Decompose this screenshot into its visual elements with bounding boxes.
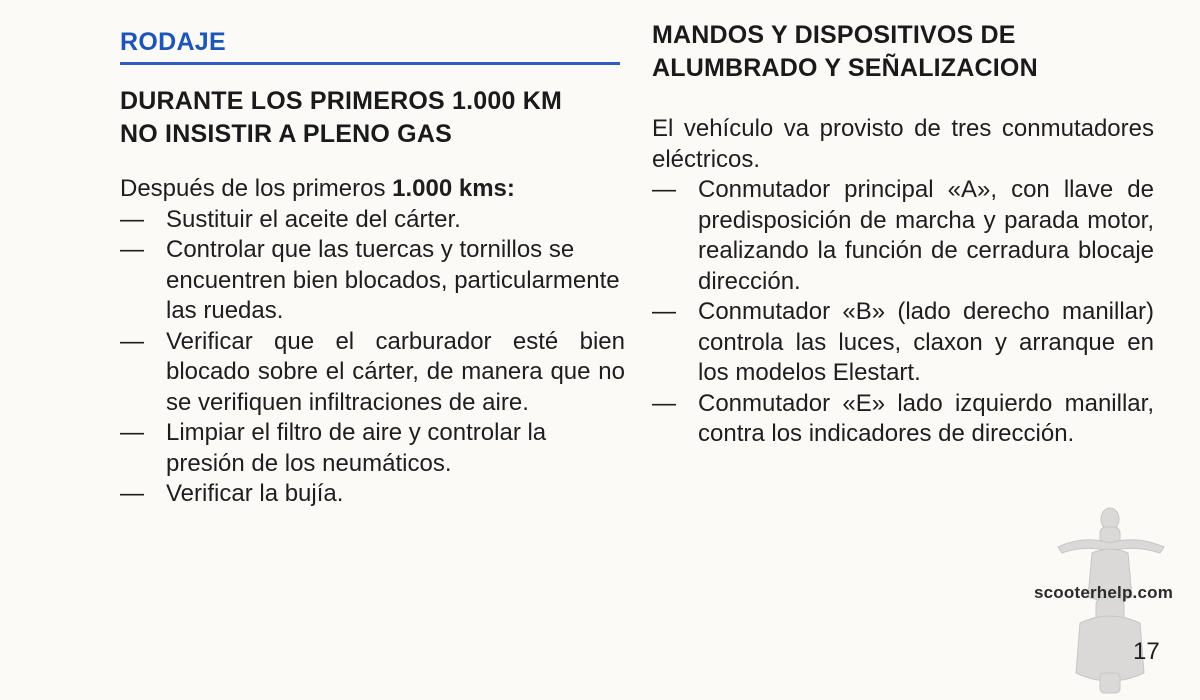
intro-bold: 1.000 kms: xyxy=(392,175,515,202)
page-number: 17 xyxy=(1133,638,1160,665)
intro-text: Después de los primeros xyxy=(120,175,393,202)
break-in-intro xyxy=(120,174,625,205)
dash-bullet: — xyxy=(652,298,676,325)
dash-bullet: — xyxy=(120,419,144,446)
watermark-text: scooterhelp.com xyxy=(1034,583,1174,602)
list-item-text: Verificar la bujía. xyxy=(166,480,344,507)
headline-line-2: NO INSISTIR A PLENO GAS xyxy=(120,120,452,148)
list-item-text: Controlar que las tuercas y tornillos se encuentren bien blocados, particularmente las ruedas. xyxy=(166,236,620,324)
list-item xyxy=(652,389,1154,450)
list-item xyxy=(120,418,625,479)
list-item xyxy=(652,297,1154,389)
headline-line-1: DURANTE LOS PRIMEROS 1.000 KM xyxy=(120,87,562,115)
break-in-headline xyxy=(120,85,562,151)
list-item xyxy=(120,327,625,419)
dash-bullet: — xyxy=(652,389,676,417)
list-item-text: Verificar que el carburador esté bien blocado sobre el cárter, de manera que no se verifiquen infiltraciones de aire. xyxy=(166,327,625,416)
list-item xyxy=(120,205,625,236)
break-in-list xyxy=(120,205,625,510)
dash-bullet: — xyxy=(120,327,144,355)
list-item xyxy=(120,479,625,510)
headline-line-1: MANDOS Y DISPOSITIVOS DE xyxy=(652,21,1016,49)
switch-list xyxy=(652,175,1154,450)
list-item-text: Conmutador «B» (lado derecho manillar) controla las luces, claxon y arranque en los modelos Elestart. xyxy=(698,298,1154,386)
list-item-text: Limpiar el filtro de aire y controlar la presión de los neumáticos. xyxy=(166,419,547,477)
controls-intro: El vehículo va provisto de tres conmutadores eléctricos. xyxy=(652,115,1154,173)
dash-bullet: — xyxy=(120,205,144,233)
headline-line-2: ALUMBRADO Y SEÑALIZACION xyxy=(652,54,1038,82)
title-underline xyxy=(120,62,620,65)
dash-bullet: — xyxy=(120,480,144,507)
dash-bullet: — xyxy=(120,236,144,263)
controls-body xyxy=(652,114,1154,450)
break-in-body xyxy=(120,174,625,510)
dash-bullet: — xyxy=(652,176,676,203)
section-title: RODAJE xyxy=(120,28,226,56)
list-item xyxy=(652,175,1154,297)
list-item-text: Conmutador principal «A», con llave de predisposición de marcha y parada motor, realizando la función de cerradura blocaje dirección. xyxy=(698,176,1154,295)
list-item-text: Conmutador «E» lado izquierdo manillar, contra los indicadores de dirección. xyxy=(698,389,1154,447)
controls-headline xyxy=(652,19,1038,85)
list-item xyxy=(120,235,625,327)
list-item-text: Sustituir el aceite del cárter. xyxy=(166,205,461,233)
